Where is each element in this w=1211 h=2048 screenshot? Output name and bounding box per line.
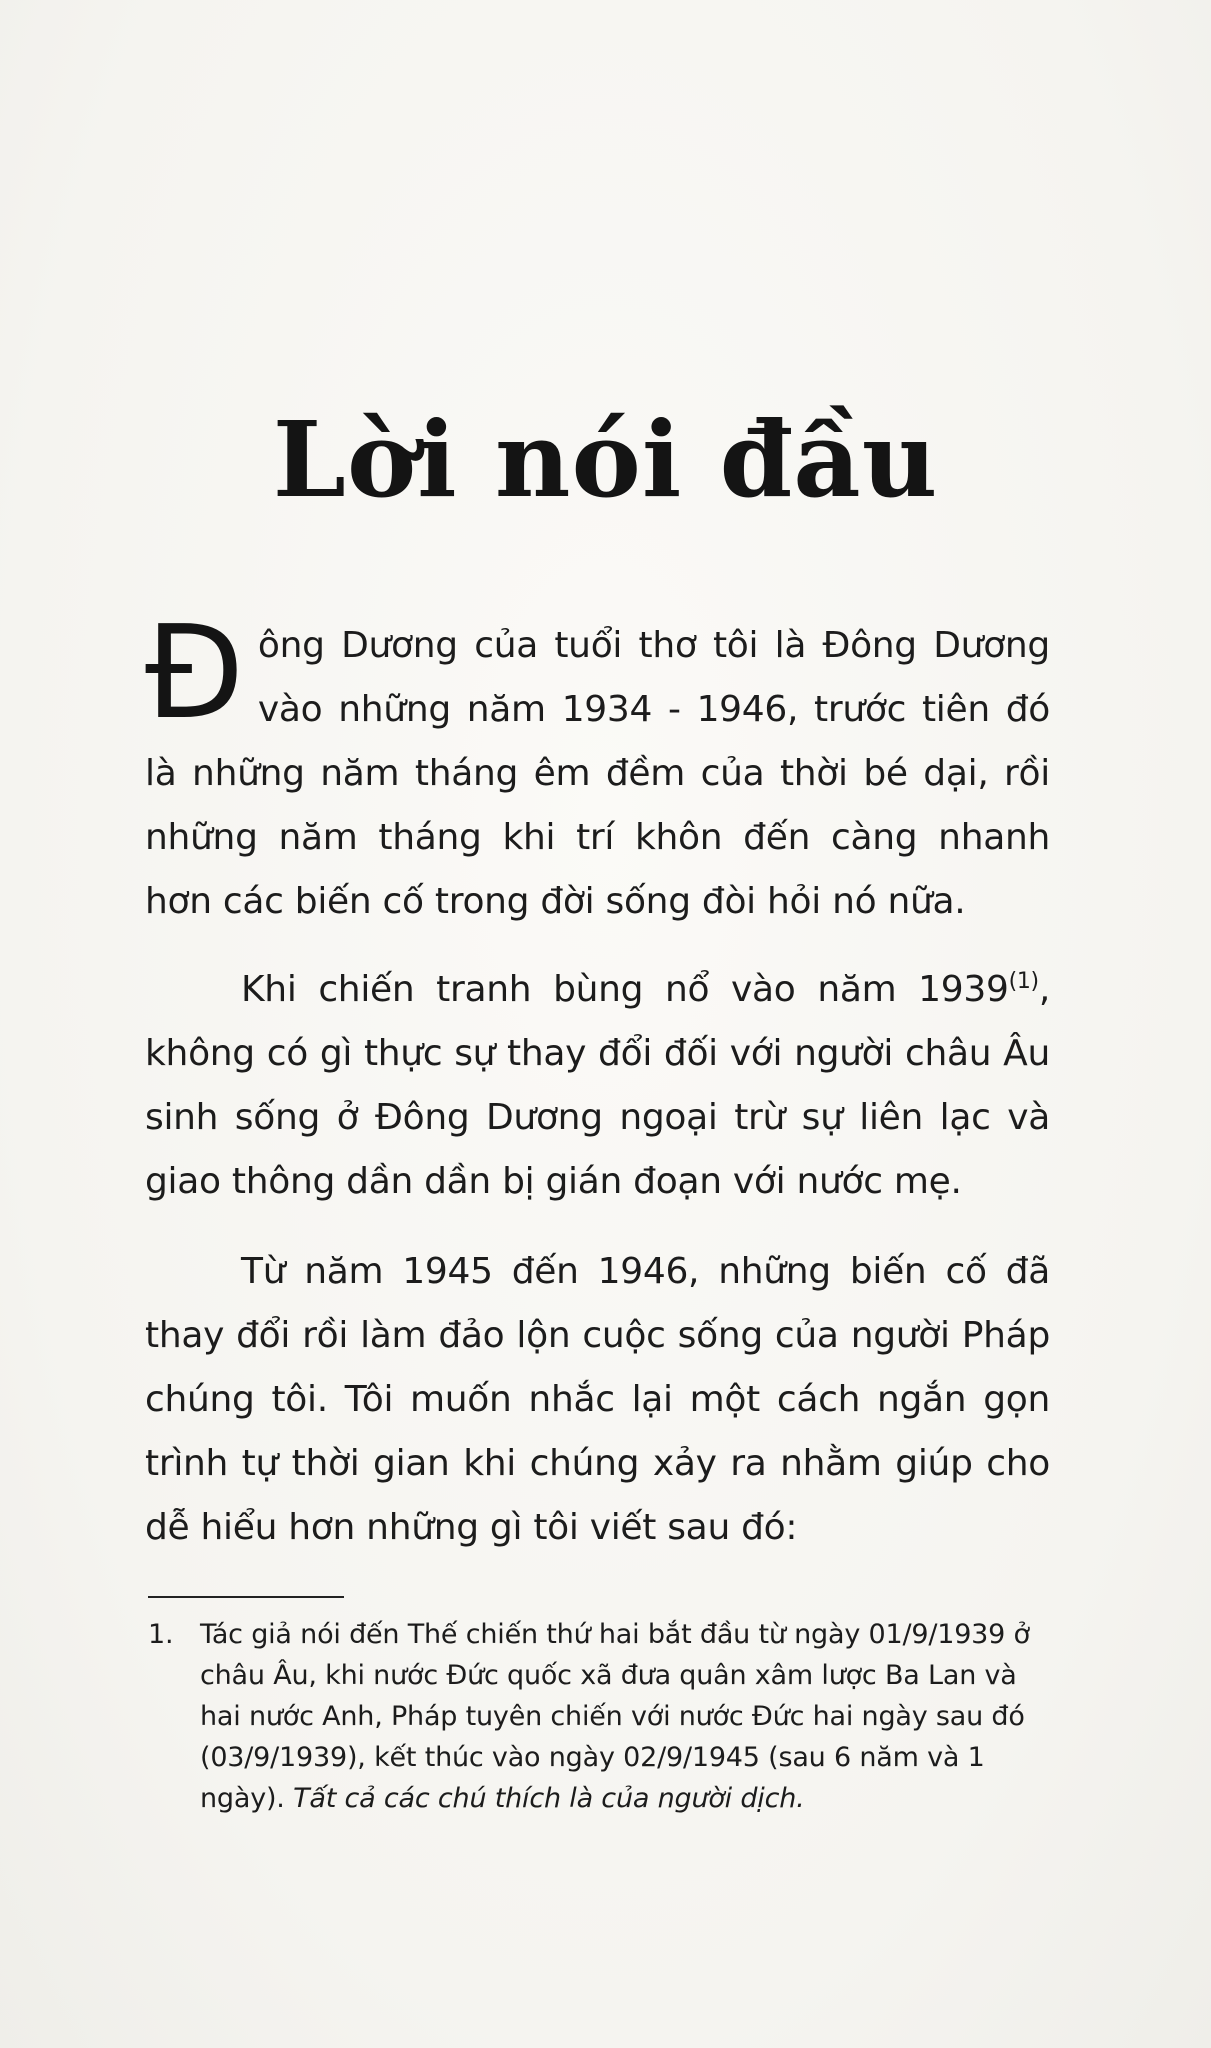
paragraph-2-text-after: , không có gì thực sự thay đổi đối với người châu Âu sinh sống ở Đông Dương ngoại trừ sự liên lạc và giao thông dần dần bị gián đoạn với nước mẹ. — [145, 969, 1050, 1202]
paragraph-3 — [145, 1240, 1050, 1560]
footnote-number: 1. — [148, 1619, 174, 1650]
paragraph-2-text-before: Khi chiến tranh bùng nổ vào năm 1939 — [241, 969, 1009, 1010]
paragraph-3-text: Từ năm 1945 đến 1946, những biến cố đã thay đổi rồi làm đảo lộn cuộc sống của người Pháp chúng tôi. Tôi muốn nhắc lại một cách ngắn gọn trình tự thời gian khi chúng xảy ra nhằm giúp cho dễ hiểu hơn những gì tôi viết sau đó: — [145, 1251, 1050, 1548]
footnote-divider — [148, 1596, 344, 1598]
footnote-body — [200, 1614, 1053, 1819]
paragraph-1 — [145, 599, 1050, 934]
footnote-translator-note: Tất cả các chú thích là của người dịch. — [293, 1783, 805, 1814]
footnote-text: Tác giả nói đến Thế chiến thứ hai bắt đầu từ ngày 01/9/1939 ở châu Âu, khi nước Đức quốc xã đưa quân xâm lược Ba Lan và hai nước Anh, Pháp tuyên chiến với nước Đức hai ngày sau đó (03/9/1939), kết thúc vào ngày 02/9/1945 (sau 6 năm và 1 ngày). — [200, 1619, 1030, 1814]
paragraph-1-text: ông Dương của tuổi thơ tôi là Đông Dương vào những năm 1934 - 1946, trước tiên đó là những năm tháng êm đềm của thời bé dại, rồi những năm tháng khi trí khôn đến càng nhanh hơn các biến cố trong đời sống đòi hỏi nó nữa. — [145, 625, 1050, 922]
paragraph-2 — [145, 958, 1050, 1214]
drop-cap: Đ — [145, 599, 244, 748]
footnote-reference[interactable]: (1) — [1008, 969, 1039, 994]
footnote — [148, 1614, 1053, 1819]
chapter-title: Lời nói đầu — [272, 397, 939, 521]
